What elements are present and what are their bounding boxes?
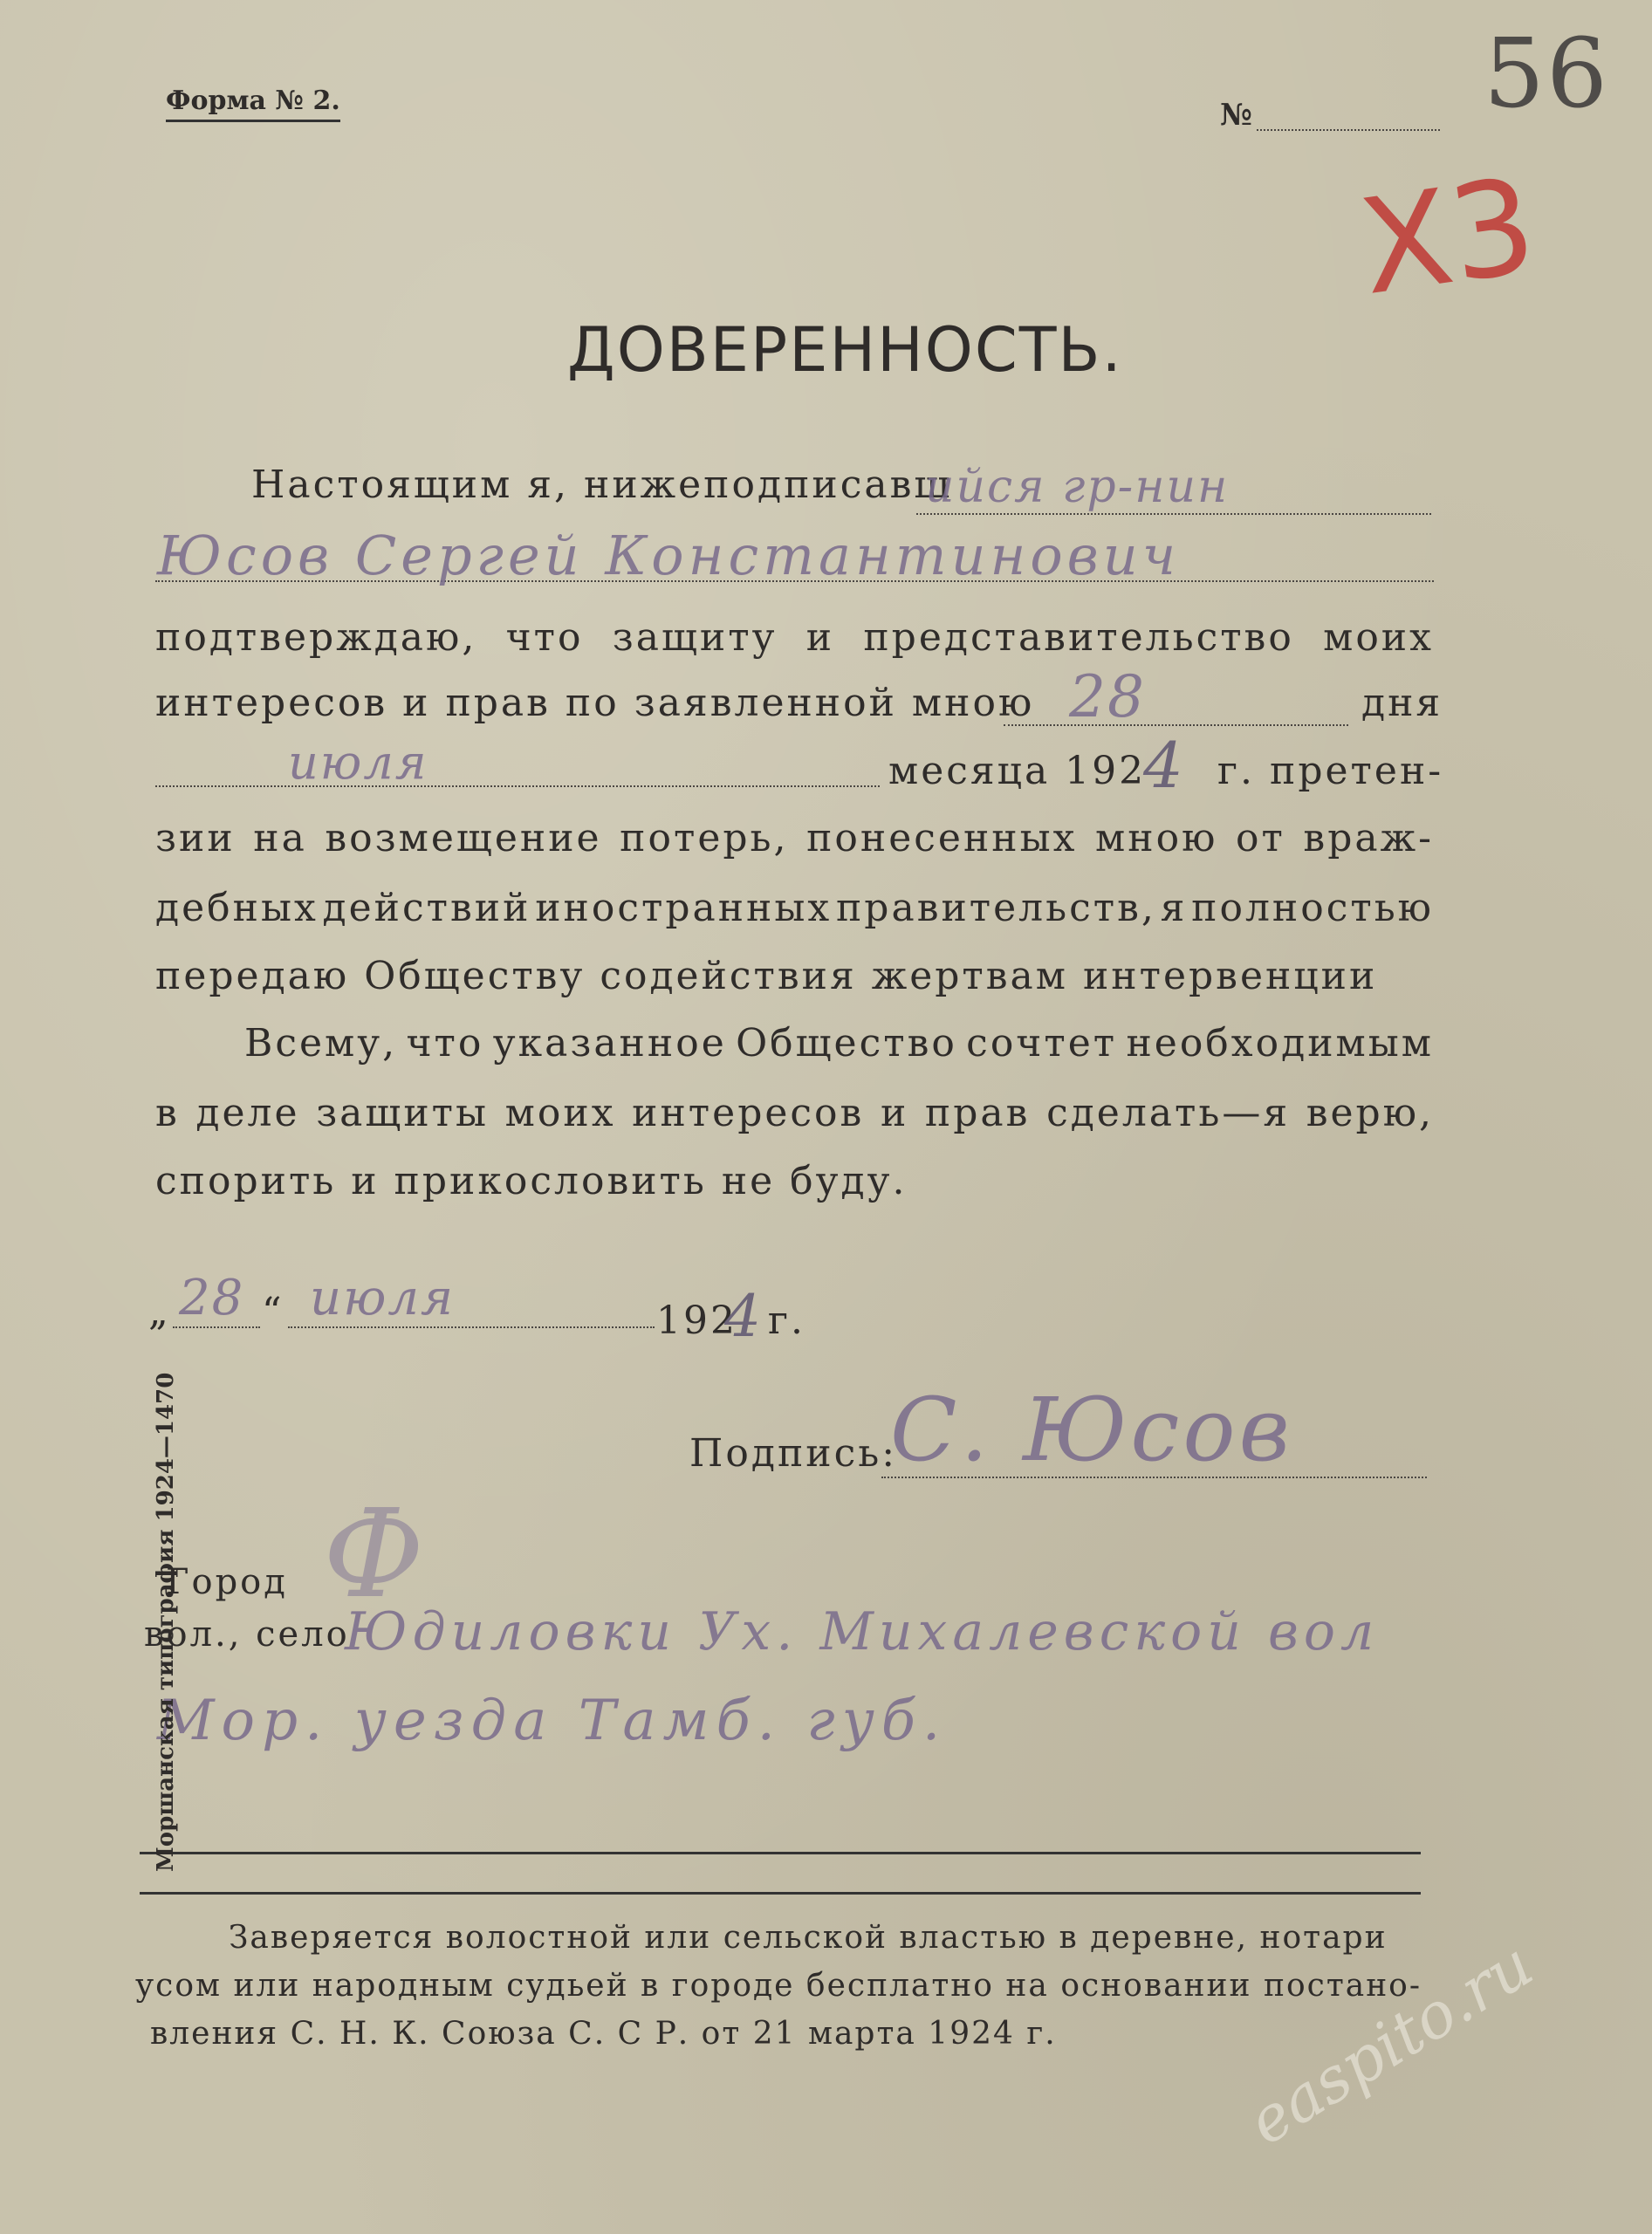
document-title: ДОВЕРЕННОСТЬ. (567, 314, 1123, 386)
village-handwritten: Юдиловки Ух. Михалевской вол (345, 1601, 1380, 1662)
footer-line2: усом или народным судьей в городе бесплатно на основании постано- (135, 1968, 1422, 2004)
p1-line8: передаю Обществу содействия жертвам интервенции (155, 954, 1378, 998)
p1-line7: дебных действий иностранных правительств, я полностью (155, 886, 1434, 930)
p1-line5-suffix: г. претен- (1217, 749, 1444, 793)
p1-line6: зии на возмещение потерь, понесенных мною от враж- (155, 816, 1434, 860)
footer-rule-2 (140, 1892, 1421, 1895)
p1-line2-handwritten: Юсов Сергей Константинович (157, 524, 1181, 587)
p2-line3: спорить и прикословить не буду. (155, 1159, 908, 1203)
p1-line1-prefix: Настоящим я, нижеподписавш (251, 463, 953, 507)
city-handwritten: Ф (323, 1484, 427, 1626)
date-year-handwritten: 4 (724, 1283, 763, 1350)
p1-line4-dotline (1004, 724, 1348, 726)
p1-line5-handwritten: июля (288, 735, 428, 790)
footer-line3: вления С. Н. К. Союза С. С Р. от 21 марта 1924 г. (150, 2016, 1057, 2052)
date-year-suffix: г. (768, 1299, 806, 1343)
p1-line5-year-handwritten: 4 (1143, 729, 1185, 802)
p1-line5-month: месяца 192 (888, 749, 1147, 793)
signature-label: Подпись: (689, 1431, 898, 1476)
date-day-dotline (173, 1326, 260, 1328)
p1-line5-dotline (155, 785, 880, 787)
date-day-handwritten: 28 (179, 1270, 245, 1326)
p2-line2: в деле защиты моих интересов и прав сделать—я верю, (155, 1091, 1434, 1135)
p2-line1: Всему, что указанное Общество сочтет необходимым (244, 1021, 1434, 1066)
district-handwritten: Мор. уезда Тамб. губ. (157, 1689, 948, 1753)
date-month-handwritten: июля (310, 1270, 456, 1326)
number-dotline (1257, 129, 1440, 131)
date-month-dotline (288, 1326, 655, 1328)
red-pencil-mark: Х3 (1351, 150, 1545, 325)
p1-line1-dotline (916, 513, 1431, 515)
number-label: № (1220, 98, 1252, 133)
date-close-quote: “ (262, 1290, 284, 1334)
p1-line4-suffix: дня (1361, 681, 1443, 725)
number-handwritten: 56 (1484, 17, 1609, 129)
side-imprint: Моршанская типография 1924—1470 (153, 1372, 179, 1872)
date-year-prefix: 192 (656, 1299, 737, 1343)
p1-line4-prefix: интересов и прав по заявленной мною (155, 681, 1035, 725)
city-label: Город (166, 1562, 288, 1602)
footer-rule-1 (140, 1852, 1421, 1854)
village-label: вол., село (144, 1614, 350, 1655)
p1-line3: подтверждаю, что защиту и представительство моих (155, 615, 1434, 660)
p1-line1-handwritten: ийся гр-нин (925, 461, 1230, 513)
date-open-quote: „ (148, 1290, 171, 1334)
p1-line4-handwritten: 28 (1069, 663, 1146, 730)
footer-line1: Заверяется волостной или сельской властью в деревне, нотари (229, 1920, 1388, 1956)
form-label: Форма № 2. (166, 86, 340, 122)
watermark: easpito.ru (1235, 1927, 1546, 2159)
signature-handwritten: С. Юсов (890, 1379, 1293, 1481)
